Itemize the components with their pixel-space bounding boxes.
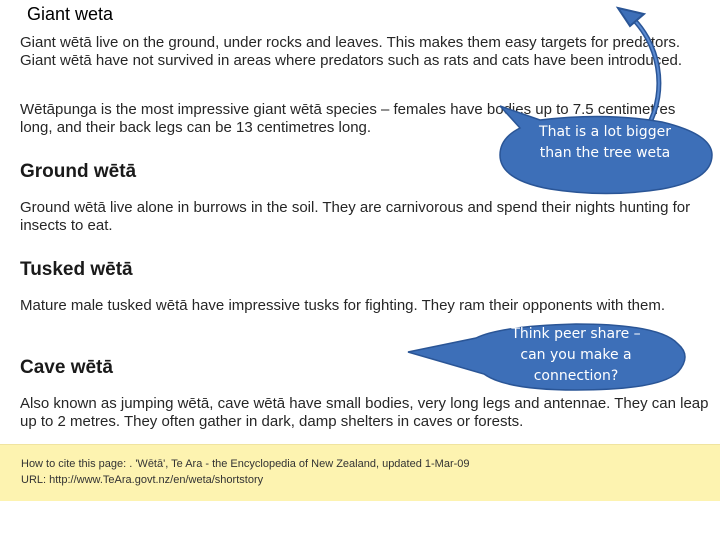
curved-arrow-inner [628,14,659,126]
callout-1-text: That is a lot bigger than the tree weta [539,124,671,161]
citation-url[interactable]: URL: http://www.TeAra.govt.nz/en/weta/shortstory [21,474,264,486]
heading-ground-weta: Ground wētā [20,161,137,182]
intro-paragraph-1: Giant wētā live on the ground, under rocks and leaves. This makes them easy targets for predators. Giant wētā have not survived in areas where predators such as rats and cats have been introduced. [20,34,683,69]
slide-title: Giant weta [27,4,114,24]
tusked-weta-text: Mature male tusked wētā have impressive tusks for fighting. They ram their opponents with them. [20,297,666,314]
citation-text: How to cite this page: . 'Wētā', Te Ara - the Encyclopedia of New Zealand, updated 1-Mar-09 [21,458,470,470]
callout-2-text: Think peer share – can you make a connection? [511,326,641,384]
ground-weta-text: Ground wētā live alone in burrows in the soil. They are carnivorous and spend their nights hunting for insects to eat. [20,199,691,234]
cave-weta-text: Also known as jumping wētā, cave wētā have small bodies, very long legs and antennae. They can leap up to 2 metres. They often gather in dark, damp shelters in caves or forests. [20,395,709,430]
intro-paragraph-2: Wētāpunga is the most impressive giant wētā species – females have bodies up to 7.5 centimetres long, and their back legs can be 13 centimetres long. [20,101,676,136]
heading-tusked-weta: Tusked wētā [20,259,133,280]
heading-cave-weta: Cave wētā [20,357,113,378]
